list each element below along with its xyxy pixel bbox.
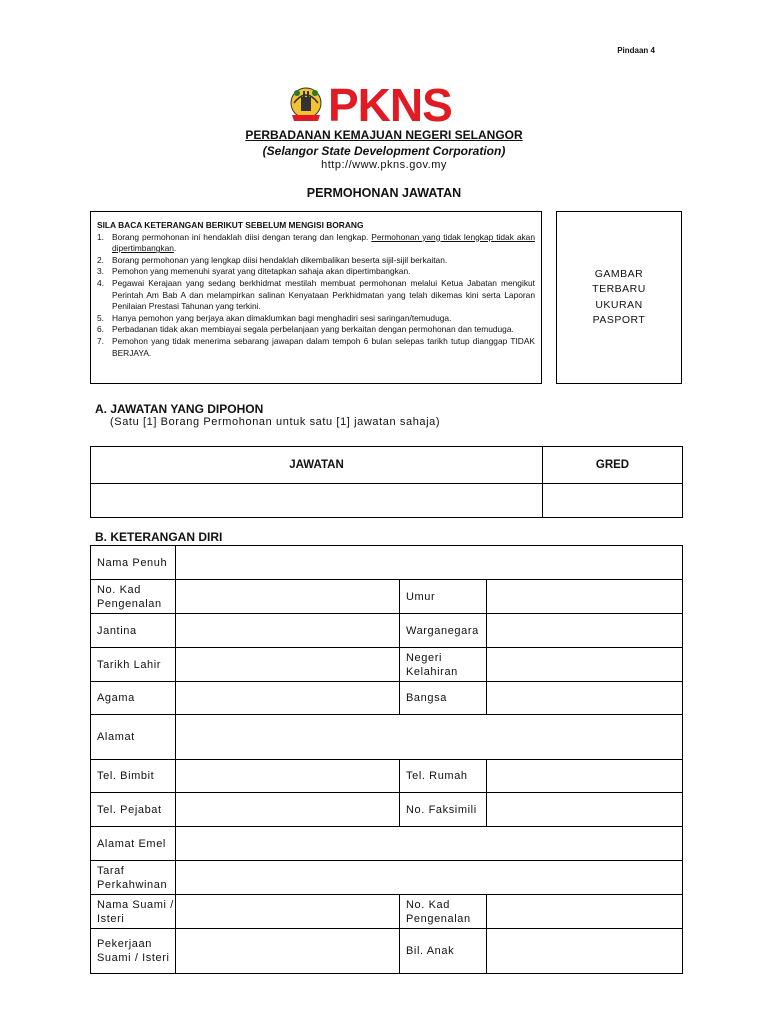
- label-nama-suami-isteri: Nama Suami / Isteri: [91, 895, 176, 929]
- position-table: [90, 446, 683, 518]
- label-negeri-kelahiran: Negeri Kelahiran: [400, 648, 487, 682]
- jantina-input[interactable]: [176, 614, 400, 648]
- tarikh-lahir-input[interactable]: [176, 648, 400, 682]
- tel-bimbit-input[interactable]: [176, 760, 400, 793]
- tel-rumah-input[interactable]: [487, 760, 683, 793]
- no-kad-input[interactable]: [176, 580, 400, 614]
- label-jantina: Jantina: [91, 614, 176, 648]
- revision-label: Pindaan 4: [617, 46, 655, 55]
- org-name-english: (Selangor State Development Corporation): [262, 144, 506, 158]
- section-a-title: A. JAWATAN YANG DIPOHON: [95, 402, 264, 416]
- instruction-item: 4. Pegawai Kerajaan yang sedang berkhidmat mestilah membuat permohonan melalui Ketua Jabatan mengikut Perintah Am Bab A dan melampirkan salinan Kenyataan Perkhidmatan yang telah dikemas kini serta Laporan Penilaian Prestasi Tahunan yang terkini.: [97, 277, 535, 312]
- col-header-gred: GRED: [543, 447, 683, 484]
- instruction-item: 3. Pemohon yang memenuhi syarat yang ditetapkan sahaja akan dipertimbangkan.: [97, 266, 411, 277]
- bangsa-input[interactable]: [487, 682, 683, 715]
- label-warganegara: Warganegara: [400, 614, 487, 648]
- no-faksimili-input[interactable]: [487, 793, 683, 827]
- label-umur: Umur: [400, 580, 487, 614]
- negeri-kelahiran-input[interactable]: [487, 648, 683, 682]
- personal-details-table: [90, 545, 683, 974]
- jawatan-input[interactable]: [91, 484, 543, 518]
- label-no-faksimili: No. Faksimili: [400, 793, 487, 827]
- label-taraf-perkahwinan: Taraf Perkahwinan: [91, 861, 176, 895]
- taraf-perkahwinan-input[interactable]: [176, 861, 683, 895]
- passport-photo-box[interactable]: [556, 211, 682, 384]
- form-title: PERMOHONAN JAWATAN: [306, 186, 462, 200]
- label-pekerjaan-suami-isteri: Pekerjaan Suami / Isteri: [91, 929, 176, 974]
- instruction-item: 5. Hanya pemohon yang berjaya akan dimaklumkan bagi menghadiri sesi saringan/temuduga.: [97, 312, 452, 323]
- photo-label-line: GAMBAR: [594, 267, 644, 280]
- label-no-kad: No. Kad Pengenalan: [91, 580, 176, 614]
- label-tel-rumah: Tel. Rumah: [400, 760, 487, 793]
- label-tarikh-lahir: Tarikh Lahir: [91, 648, 176, 682]
- agama-input[interactable]: [176, 682, 400, 715]
- website-link[interactable]: http://www.pkns.gov.my: [321, 159, 447, 171]
- section-b-title: B. KETERANGAN DIRI: [95, 530, 223, 544]
- photo-label-line: UKURAN: [595, 298, 643, 311]
- pekerjaan-suami-isteri-input[interactable]: [176, 929, 400, 974]
- gred-input[interactable]: [543, 484, 683, 518]
- label-tel-pejabat: Tel. Pejabat: [91, 793, 176, 827]
- nama-suami-isteri-input[interactable]: [176, 895, 400, 929]
- alamat-emel-input[interactable]: [176, 827, 683, 861]
- col-header-jawatan: JAWATAN: [91, 447, 543, 484]
- bil-anak-input[interactable]: [487, 929, 683, 974]
- label-bangsa: Bangsa: [400, 682, 487, 715]
- umur-input[interactable]: [487, 580, 683, 614]
- photo-label-line: TERBARU: [592, 283, 646, 295]
- label-alamat-emel: Alamat Emel: [91, 827, 176, 861]
- instructions-box: [90, 211, 542, 384]
- alamat-input[interactable]: [176, 715, 683, 760]
- label-alamat: Alamat: [91, 715, 176, 760]
- instruction-item: 1. Borang permohonan ini hendaklah diisi dengan terang dan lengkap. Permohonan yang tidak lengkap tidak akan dipertimbangkan.: [97, 231, 535, 254]
- section-a-subtitle: (Satu [1] Borang Permohonan untuk satu [1] jawatan sahaja): [110, 416, 441, 428]
- label-agama: Agama: [91, 682, 176, 715]
- crest-icon: [288, 83, 324, 127]
- instructions-list: [97, 232, 535, 360]
- instructions-heading: SILA BACA KETERANGAN BERIKUT SEBELUM MENGISI BORANG: [97, 220, 364, 230]
- photo-label-line: PASPORT: [592, 314, 646, 326]
- brand-name: PKNS: [328, 79, 452, 131]
- instruction-item: 6. Perbadanan tidak akan membiayai segala perbelanjaan yang berkaitan dengan permohonan dan temuduga.: [97, 324, 514, 335]
- instruction-item: 2. Borang permohonan yang lengkap diisi hendaklah dikembalikan beserta sijil-sijil berkaitan.: [97, 254, 448, 265]
- label-tel-bimbit: Tel. Bimbit: [91, 760, 176, 793]
- warganegara-input[interactable]: [487, 614, 683, 648]
- label-nama-penuh: Nama Penuh: [91, 546, 176, 580]
- label-bil-anak: Bil. Anak: [400, 929, 487, 974]
- label-no-kad-pasangan: No. Kad Pengenalan: [400, 895, 487, 929]
- no-kad-pasangan-input[interactable]: [487, 895, 683, 929]
- tel-pejabat-input[interactable]: [176, 793, 400, 827]
- nama-penuh-input[interactable]: [176, 546, 683, 580]
- org-name: PERBADANAN KEMAJUAN NEGERI SELANGOR: [245, 128, 523, 142]
- instruction-item: 7. Pemohon yang tidak menerima sebarang jawapan dalam tempoh 6 bulan selepas tarikh tutup dianggap TIDAK BERJAYA.: [97, 335, 535, 358]
- pkns-logo: [288, 79, 488, 131]
